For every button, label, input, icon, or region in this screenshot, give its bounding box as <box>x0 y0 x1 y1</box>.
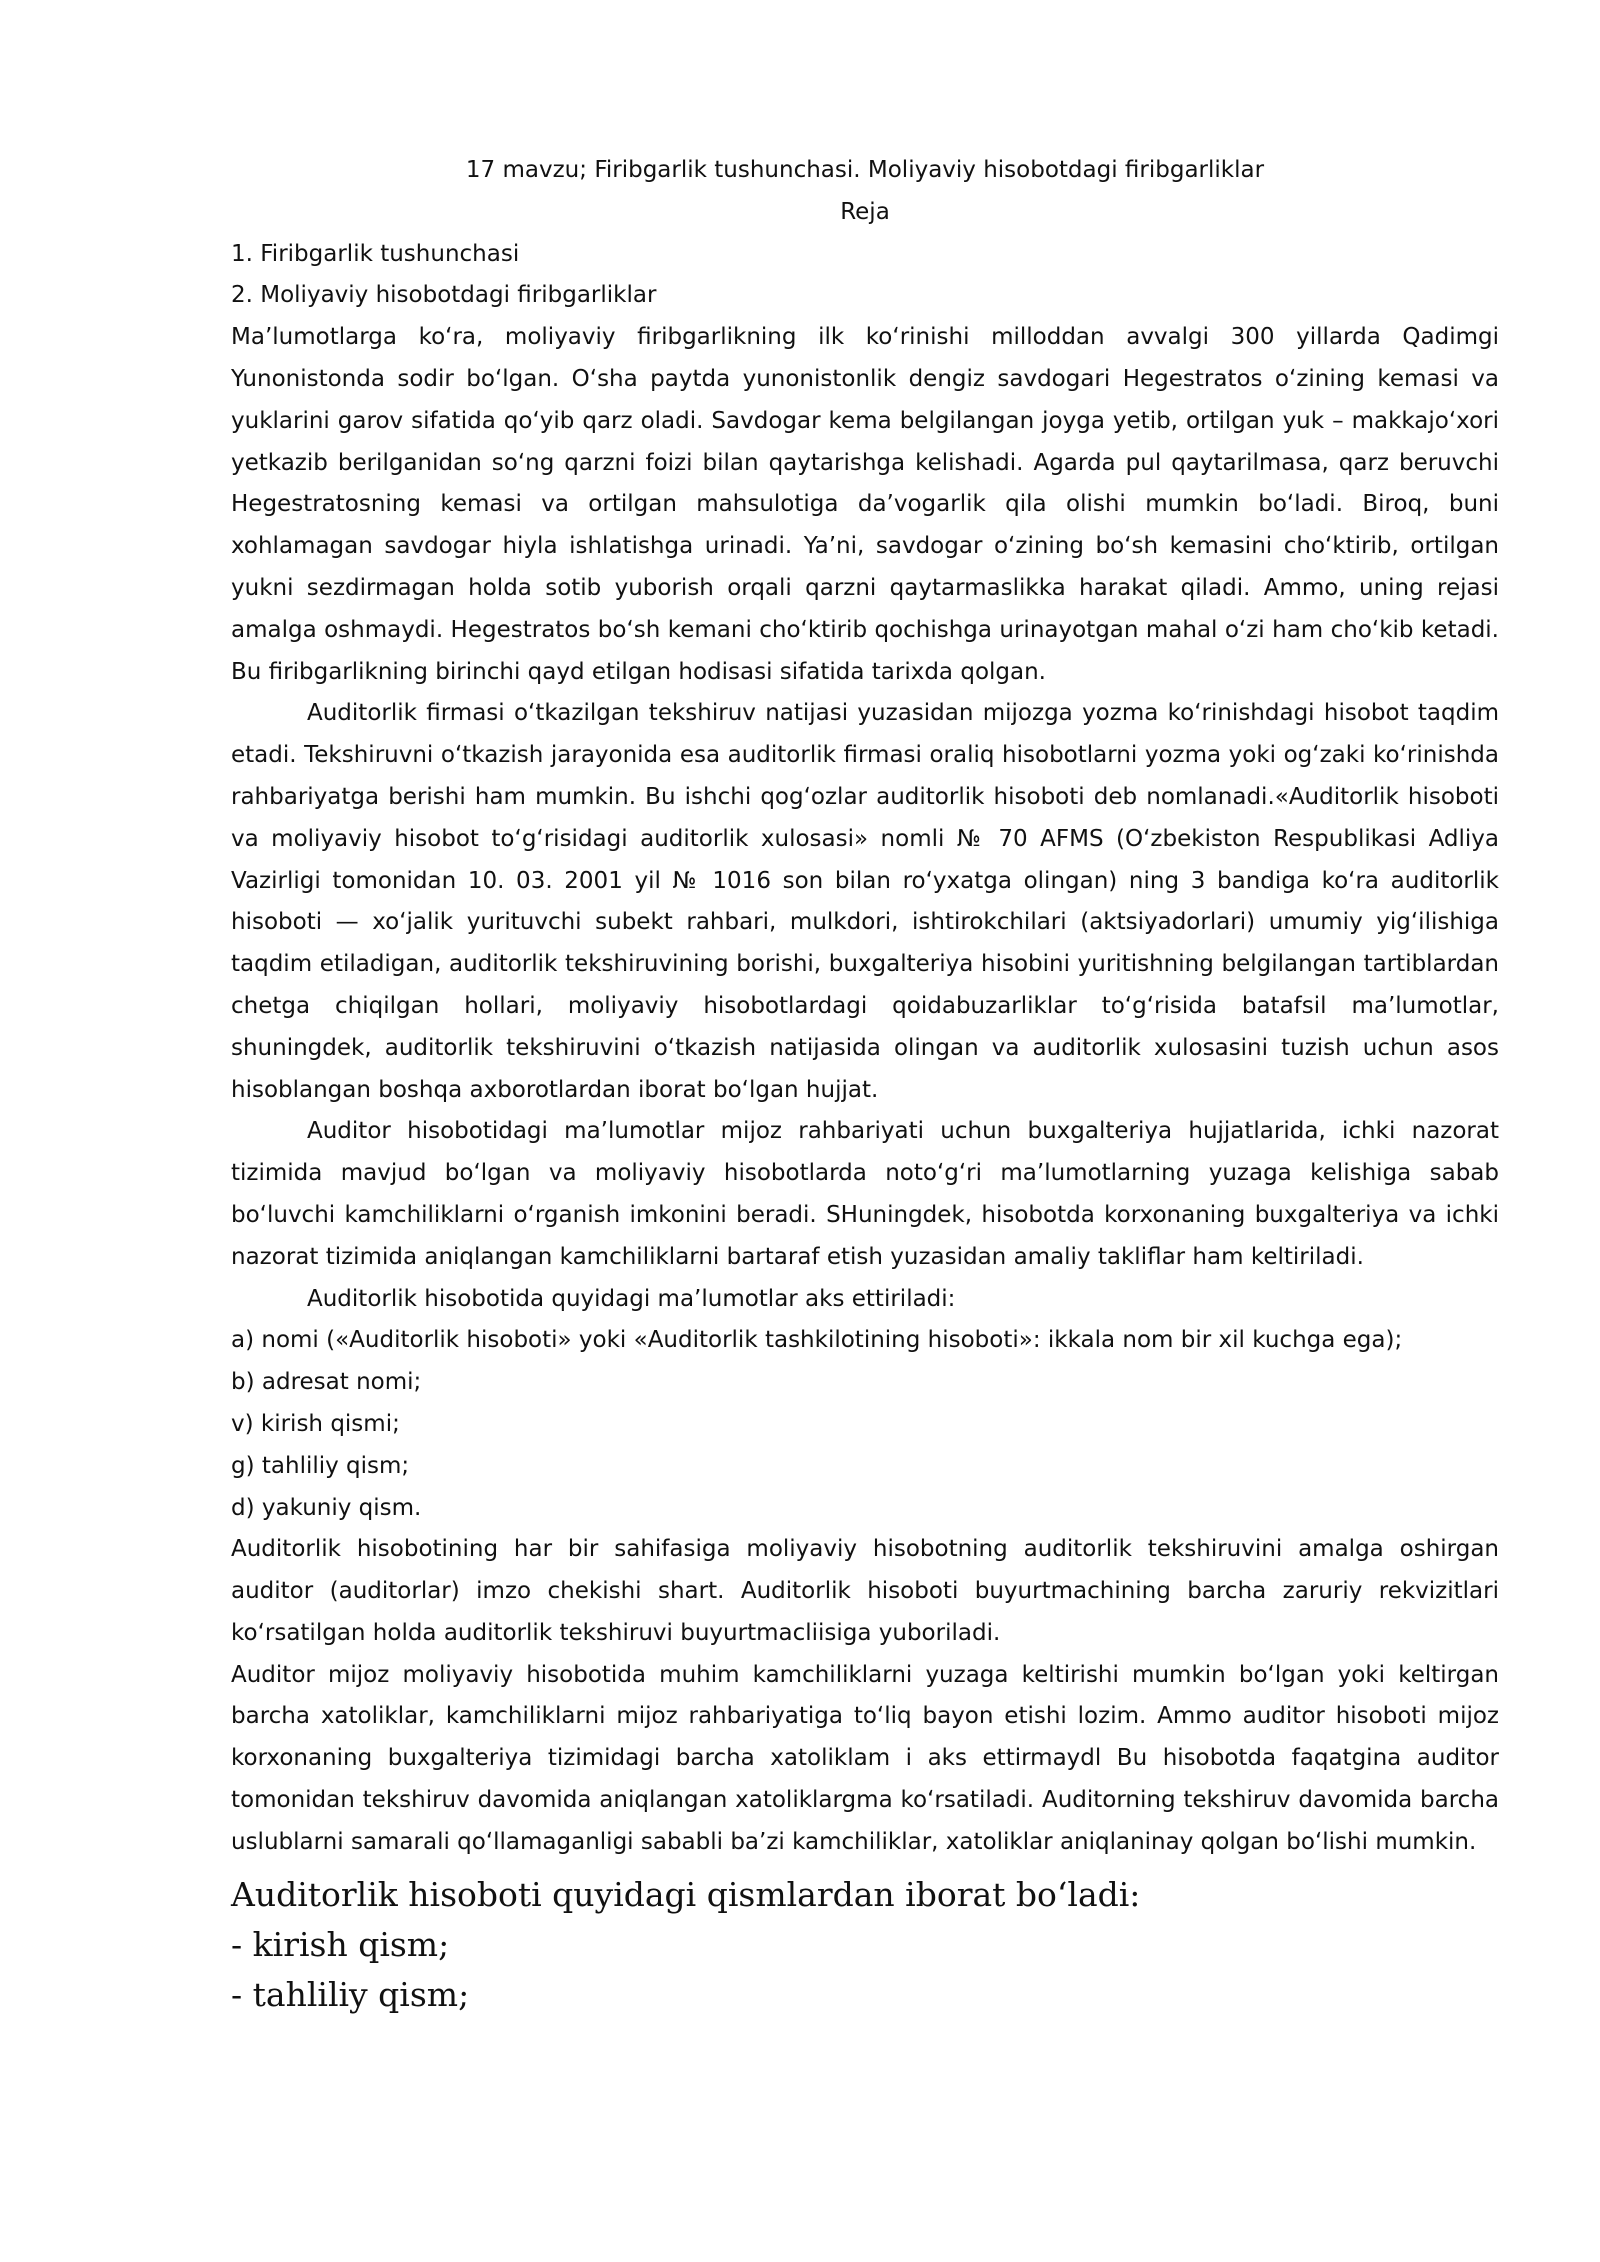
list-item: v) kirish qismi; <box>231 1410 400 1437</box>
plan-item: 1. Firibgarlik tushunchasi <box>231 240 520 267</box>
document-body <box>231 150 1499 2020</box>
list-item: g) tahliliy qism; <box>231 1452 410 1479</box>
paragraph-audit-report: Auditorlik firmasi oʻtkazilgan tekshiruv natijasi yuzasidan mijozga yozma koʻrinishdagi hisobot taqdim etadi. Tekshiruvni oʻtkazish jarayonida esa auditorlik firmasi oraliq hisobotlarni yozma yoki ogʻzaki koʻrinishda rahbariyatga berishi ham mumkin. Bu ishchi qogʻozlar auditorlik hisoboti deb nomlanadi.«Auditorlik hisoboti va moliyaviy hisobot toʻgʻrisidagi auditorlik xulosasi» nomli № 70 AFMS (Oʻzbekiston Respublikasi Adliya Vazirligi tomonidan 10. 03. 2001 yil № 1016 son bilan roʻyxatga olingan) ning 3 bandiga koʻra auditorlik hisoboti — xoʻjalik yurituvchi subekt rahbari, mulkdori, ishtirokchilari (aktsiyadorlari) umumiy yigʻilishiga taqdim etiladigan, auditorlik tekshiruvining borishi, buxgalteriya hisobini yuritishning belgilangan tartiblardan chetga chiqilgan hollari, moliyaviy hisobotlardagi qoidabuzarliklar toʻgʻrisida batafsil ma’lumotlar, shuningdek, auditorlik tekshiruvini oʻtkazish natijasida olingan va auditorlik xulosasini tuzish uchun asos hisoblangan boshqa axborotlardan iborat boʻlgan hujjat. <box>231 700 1499 1103</box>
closing-item: - tahliliy qism; <box>231 1974 470 2014</box>
paragraph-report-contents: Auditorlik hisobotida quyidagi ma’lumotlar aks ettiriladi: <box>307 1285 956 1312</box>
paragraph-report-info: Auditor hisobotidagi ma’lumotlar mijoz rahbariyati uchun buxgalteriya hujjatlarida, ichki nazorat tizimida mavjud boʻlgan va moliyaviy hisobotlarda notoʻgʻri ma’lumotlarning yuzaga kelishiga sabab boʻluvchi kamchiliklarni oʻrganish imkonini beradi. SHuningdek, hisobotda korxonaning buxgalteriya va ichki nazorat tizimida aniqlangan kamchiliklarni bartaraf etish yuzasidan amaliy takliflar ham keltiriladi. <box>231 1118 1499 1270</box>
document-subtitle: Reja <box>840 198 890 225</box>
closing-item: - kirish qism; <box>231 1924 450 1964</box>
list-item: a) nomi («Auditorlik hisoboti» yoki «Auditorlik tashkilotining hisoboti»: ikkala nom bir xil kuchga ega); <box>231 1327 1403 1354</box>
paragraph-history: Ma’lumotlarga koʻra, moliyaviy firibgarlikning ilk koʻrinishi milloddan avvalgi 300 yillarda Qadimgi Yunonistonda sodir boʻlgan. Oʻsha paytda yunonistonlik dengiz savdogari Hegestratos oʻzining kemasi va yuklarini garov sifatida qoʻyib qarz oladi. Savdogar kema belgilangan joyga yetib, ortilgan yuk – makkajoʻxori yetkazib berilganidan soʻng qarzni foizi bilan qaytarishga kelishadi. Agarda pul qaytarilmasa, qarz beruvchi Hegestratosning kemasi va ortilgan mahsulotiga da’vogarlik qila olishi mumkin boʻladi. Biroq, buni xohlamagan savdogar hiyla ishlatishga urinadi. Ya’ni, savdogar oʻzining boʻsh kemasini choʻktirib, ortilgan yukni sezdirmagan holda sotib yuborish orqali qarzni qaytarmaslikka harakat qiladi. Ammo, uning rejasi amalga oshmaydi. Hegestratos boʻsh kemani choʻktirib qochishga urinayotgan mahal oʻzi ham choʻkib ketadi. Bu firibgarlikning birinchi qayd etilgan hodisasi sifatida tarixda qolgan. <box>231 324 1499 685</box>
closing-section <box>231 1870 1499 2020</box>
list-item: b) adresat nomi; <box>231 1369 422 1396</box>
list-item: d) yakuniy qism. <box>231 1494 422 1521</box>
paragraph-signature: Auditorlik hisobotining har bir sahifasiga moliyaviy hisobotning auditorlik tekshiruvini amalga oshirgan auditor (auditorlar) imzo chekishi shart. Auditorlik hisoboti buyurtmachining barcha zaruriy rekvizitlari koʻrsatilgan holda auditorlik tekshiruvi buyurtmacliisiga yuboriladi. <box>231 1536 1499 1646</box>
closing-heading: Auditorlik hisoboti quyidagi qismlardan iborat boʻladi: <box>231 1874 1141 1914</box>
document-title: 17 mavzu; Firibgarlik tushunchasi. Moliyaviy hisobotdagi firibgarliklar <box>465 157 1265 183</box>
paragraph-errors: Auditor mijoz moliyaviy hisobotida muhim kamchiliklarni yuzaga keltirishi mumkin boʻlgan yoki keltirgan barcha xatoliklar, kamchiliklarni mijoz rahbariyatiga toʻliq bayon etishi lozim. Ammo auditor hisoboti mijoz korxonaning buxgalteriya tizimidagi barcha xatoliklam i aks ettirmaydl Bu hisobotda faqatgina auditor tomonidan tekshiruv davomida aniqlangan xatoliklargma koʻrsatiladi. Auditorning tekshiruv davomida barcha uslublarni samarali qoʻllamaganligi sababli ba’zi kamchiliklar, xatoliklar aniqlaninay qolgan boʻlishi mumkin. <box>231 1661 1499 1855</box>
plan-item: 2. Moliyaviy hisobotdagi firibgarliklar <box>231 282 657 309</box>
